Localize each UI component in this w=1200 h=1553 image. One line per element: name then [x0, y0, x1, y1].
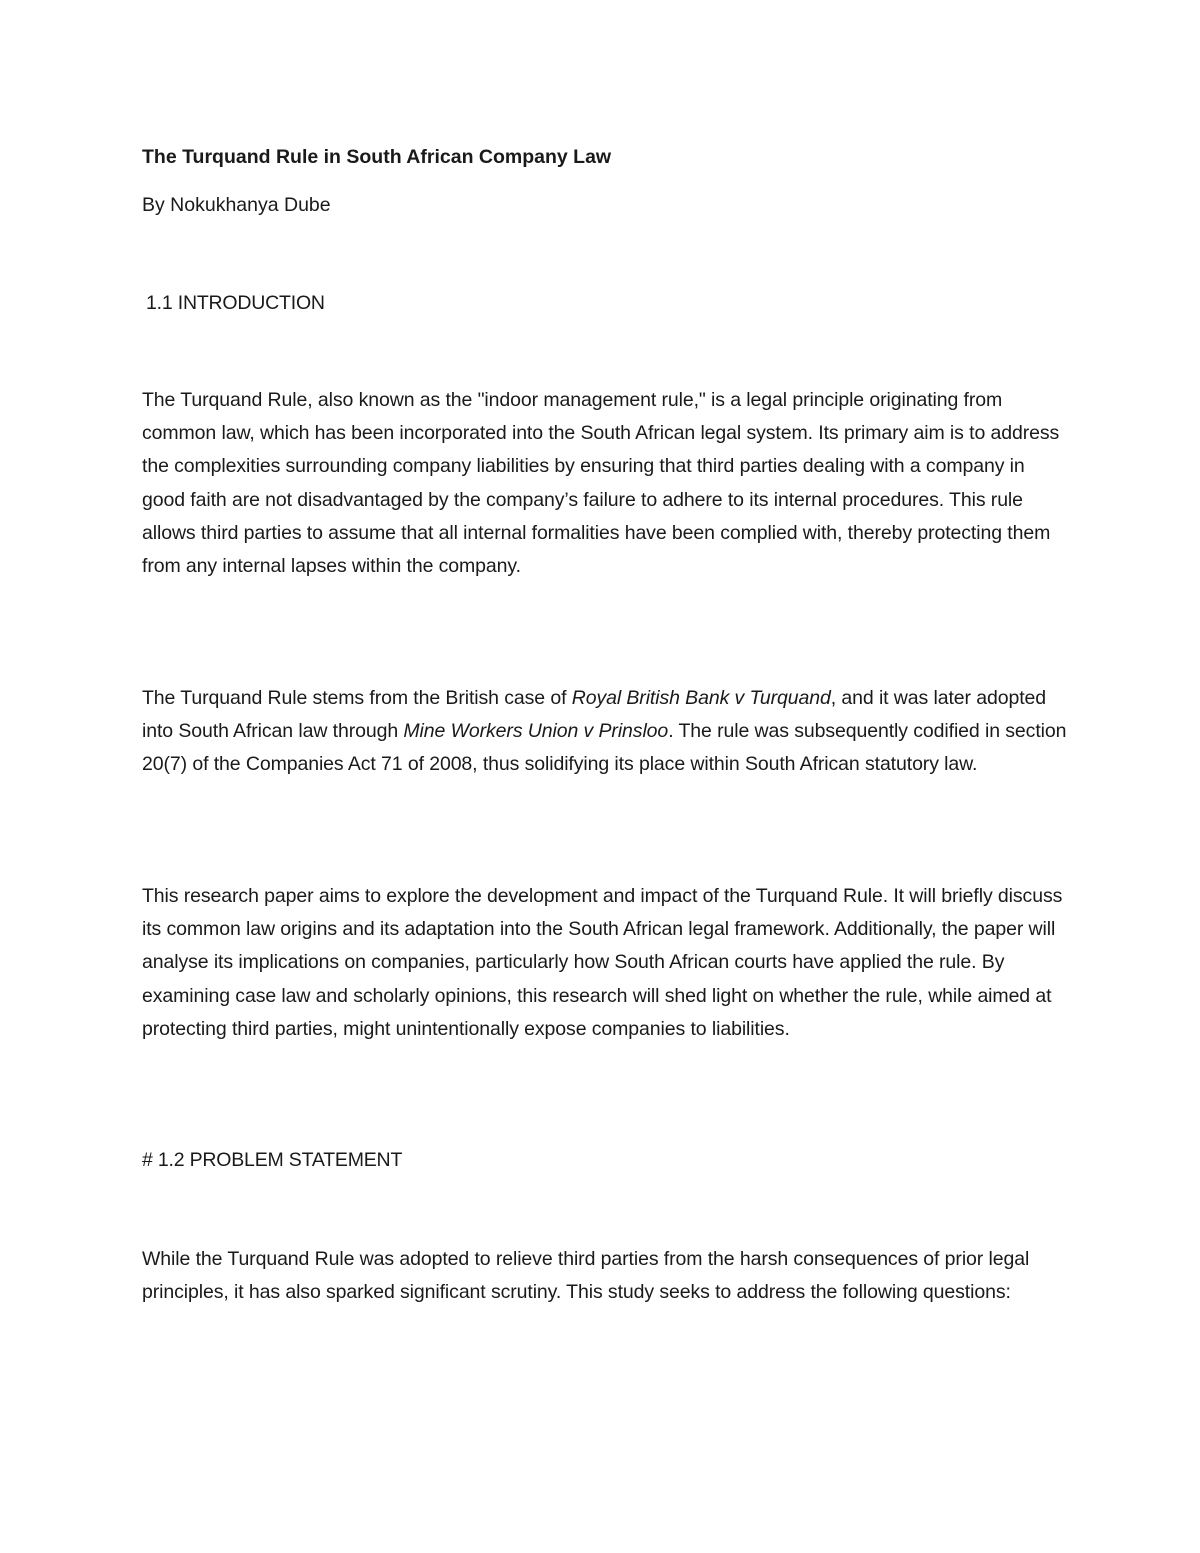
paragraph-text: The Turquand Rule stems from the British case of	[142, 687, 572, 709]
introduction-paragraph-2	[142, 682, 1072, 782]
introduction-paragraph-3: This research paper aims to explore the development and impact of the Turquand Rule. It will briefly discuss its common law origins and its adaptation into the South African legal framework. Additionally, the paper will analyse its implications on companies, particularly how South African courts have applied the rule. By examining case law and scholarly opinions, this research will shed light on whether the rule, while aimed at protecting third parties, might unintentionally expose companies to liabilities.	[142, 885, 1063, 1040]
introduction-paragraph-1: The Turquand Rule, also known as the "indoor management rule," is a legal principle originating from common law, which has been incorporated into the South African legal system. Its primary aim is to address the complexities surrounding company liabilities by ensuring that third parties dealing with a company in good faith are not disadvantaged by the company’s failure to adhere to its internal procedures. This rule allows third parties to assume that all internal formalities have been complied with, thereby protecting them from any internal lapses within the company.	[142, 389, 1060, 578]
document-title: The Turquand Rule in South African Company Law	[142, 146, 612, 168]
case-citation-mine-workers-union: Mine Workers Union v Prinsloo	[403, 720, 669, 743]
problem-statement-paragraph-1: While the Turquand Rule was adopted to relieve third parties from the harsh consequences of prior legal principles, it has also sparked significant scrutiny. This study seeks to address the following questions:	[142, 1248, 1030, 1304]
section-heading-introduction: 1.1 INTRODUCTION	[146, 292, 325, 314]
document-author: By Nokukhanya Dube	[142, 194, 331, 216]
case-citation-royal-british-bank: Royal British Bank v Turquand	[571, 687, 831, 709]
paragraph-text: . The rule was subsequently codified in section 20(7) of the Companies Act 71 of 2008, thus solidifying its place within South African statutory law.	[142, 720, 1067, 776]
section-heading-problem-statement: # 1.2 PROBLEM STATEMENT	[142, 1149, 403, 1171]
paragraph-text: , and it was later adopted into South African law through	[142, 687, 1047, 743]
